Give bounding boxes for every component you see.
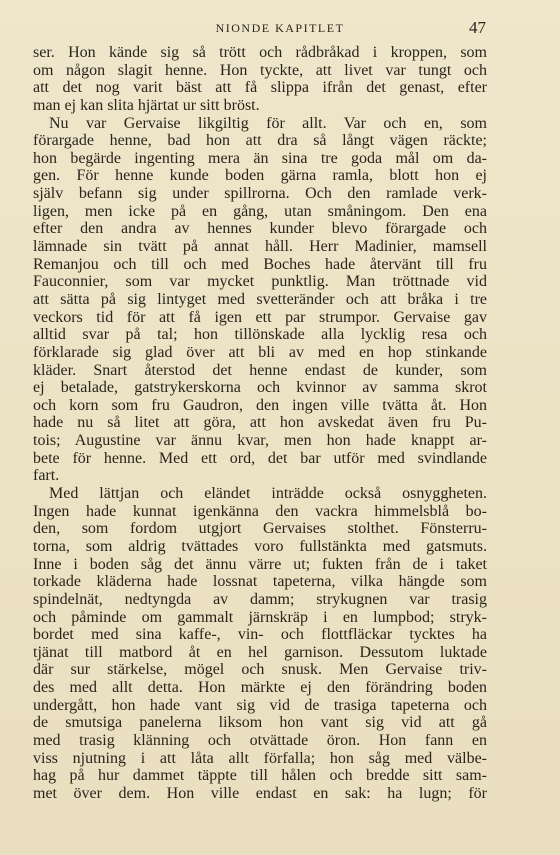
text-line: och korn som fru Gaudron, den ingen ville tvätta åt. Hon	[33, 396, 487, 414]
text-line: Inne i boden såg det ännu värre ut; fukten från de i taket	[33, 555, 487, 573]
text-line: hade nu så litet att göra, att hon avskedat även fru Pu-	[33, 414, 487, 432]
text-line: viss njutning i att låta allt förfalla; hon såg med välbe-	[33, 749, 487, 767]
text-line: veckors tid för att få igen ett par strumpor. Gervaise gav	[33, 308, 487, 326]
page-number: 47	[469, 18, 486, 37]
text-line: Nu var Gervaise likgiltig för allt. Var och en, som	[49, 114, 487, 132]
text-line: efter den andra av hennes kunder blevo förargade och	[33, 220, 487, 238]
text-line: man ej kan slita hjärtat ur sitt bröst.	[33, 96, 260, 114]
text-line: tjänat till matbord åt en hel garnison. Dessutom luktade	[33, 643, 487, 661]
text-line: lämnade sin tvätt på annat håll. Herr Madinier, mamsell	[33, 238, 487, 256]
text-line: spindelnät, nedtyngda av damm; strykugnen var trasig	[33, 590, 487, 608]
text-line: Ingen hade kunnat igenkänna den vackra himmelsblå bo-	[33, 502, 487, 520]
text-line: bordet med sina kaffe-, vin- och flottfläckar tycktes ha	[33, 626, 487, 644]
text-line: om någon slagit henne. Hon tyckte, att livet var tungt och	[33, 61, 487, 79]
chapter-title: NIONDE KAPITLET	[215, 21, 345, 35]
text-line: att det nog varit bäst att få slippa ifrån det genast, efter	[33, 79, 487, 97]
body-text	[33, 44, 487, 803]
text-line: ligen, men icke på en gång, utan småningom. Den ena	[33, 202, 487, 220]
text-line: undergått, hon hade vant sig vid de trasiga tapeterna och	[33, 696, 487, 714]
text-line: och påminde om gammalt järnskräp i en lumpbod; stryk-	[33, 608, 487, 626]
text-line: hon begärde ingenting mera än sina tre goda mål om da-	[33, 149, 487, 167]
text-line: förklarade sig glad över att bli av med en hop stinkande	[33, 343, 487, 361]
text-line: hag på hur dammet täppte till hålen och bredde sitt sam-	[33, 767, 487, 785]
text-line: där sur stärkelse, mögel och snusk. Men Gervaise triv-	[33, 661, 487, 679]
text-line: tois; Augustine var ännu kvar, men hon hade knappt ar-	[33, 432, 487, 450]
text-line: med trasig klänning och otvättade öron. Hon fann en	[33, 731, 487, 749]
text-line: Med lättjan och eländet inträdde också osnyggheten.	[49, 485, 487, 503]
text-line: torkade kläderna hade lossnat tapeterna, vilka hängde som	[33, 573, 487, 591]
text-line: fart.	[33, 467, 60, 485]
text-line: de smutsiga panelerna liksom hon vant sig vid att gå	[33, 714, 487, 732]
text-line: den, som fordom utgjort Gervaises stolthet. Fönsterru-	[33, 520, 487, 538]
text-line: ser. Hon kände sig så trött och rådbråkad i kroppen, som	[33, 44, 487, 61]
text-line: Fauconnier, som var mycket punktlig. Man tröttnade vid	[33, 273, 487, 291]
text-line: kläder. Snart återstod det henne endast de kunder, som	[33, 361, 487, 379]
text-line: att sätta på sig lintyget med svetteränder och att bråka i tre	[33, 290, 487, 308]
text-line: torna, som aldrig tvättades voro fullstänkta med gatsmuts.	[33, 537, 487, 555]
text-line: alltid svar på tal; hon tillönskade alla lycklig resa och	[33, 326, 487, 344]
text-line: des med allt detta. Hon märkte ej den förändring boden	[33, 679, 487, 697]
text-line: ej betalade, gatstrykerskorna och kvinnor av samma skrot	[33, 379, 487, 397]
running-head	[0, 20, 560, 38]
text-line: Remanjou och till och med Boches hade återvänt till fru	[33, 255, 487, 273]
text-line: met över dem. Hon ville endast en sak: ha lugn; för	[33, 784, 487, 802]
text-line: bete för henne. Med ett ord, det bar utför med svindlande	[33, 449, 487, 467]
text-line: själv befann sig under spillrorna. Och den ramlade verk-	[33, 185, 487, 203]
text-line: förargade henne, bad hon att dra så långt vägen räckte;	[33, 132, 487, 150]
text-line: gen. För henne kunde boden gärna ramla, blott hon ej	[33, 167, 487, 185]
